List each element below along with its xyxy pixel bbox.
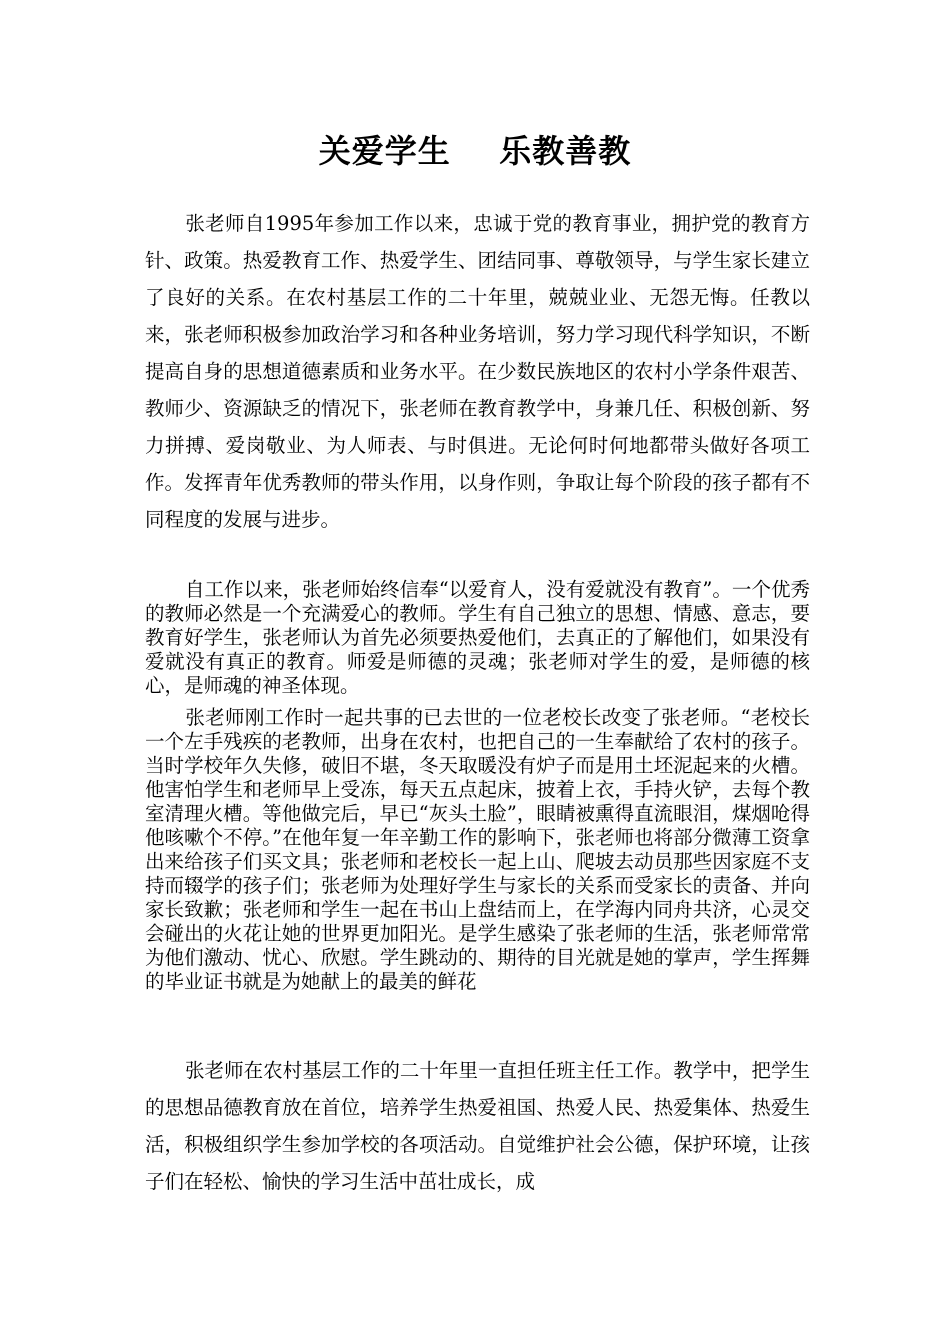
paragraph-2 <box>145 578 810 698</box>
paragraph-1-text: 张老师自1995年参加工作以来，忠诚于党的教育事业，拥护党的教育方针、政策。热爱教育工作、热爱学生、团结同事、尊敬领导，与学生家长建立了良好的关系。在农村基层工作的二十年里，兢兢业业、无怨无悔。任教以来，张老师积极参加政治学习和各种业务培训，努力学习现代科学知识，不断提高自身的思想道德素质和业务水平。在少数民族地区的农村小学条件艰苦、教师少、资源缺乏的情况下，张老师在教育教学中，身兼几任、积极创新、努力拼搏、爱岗敬业、为人师表、与时俱进。无论何时何地都带头做好各项工作。发挥青年优秀教师的带头作用，以身作则，争取让每个阶段的孩子都有不同程度的发展与进步。 <box>145 212 810 531</box>
paragraph-3 <box>145 706 810 994</box>
paragraph-4-text: 张老师在农村基层工作的二十年里一直担任班主任工作。教学中，把学生的思想品德教育放在首位，培养学生热爱祖国、热爱人民、热爱集体、热爱生活，积极组织学生参加学校的各项活动。自觉维护社会公德，保护环境，让孩子们在轻松、愉快的学习生活中茁壮成长，成 <box>145 1059 810 1193</box>
paragraph-3-text: 张老师刚工作时一起共事的已去世的一位老校长改变了张老师。“老校长一个左手残疾的老教师，出身在农村，也把自己的一生奉献给了农村的孩子。当时学校年久失修，破旧不堪，冬天取暖没有炉子而是用土坯泥起来的火槽。他害怕学生和老师早上受冻，每天五点起床，披着上衣，手持火铲，去每个教室清理火槽。等他做完后，早已“灰头土脸”，眼睛被熏得直流眼泪，煤烟呛得他咳嗽个不停。”在他年复一年辛勤工作的影响下，张老师也将部分微薄工资拿出来给孩子们买文具；张老师和老校长一起上山、爬坡去动员那些因家庭不支持而辍学的孩子们；张老师为处理好学生与家长的关系而受家长的责备、并向家长致歉；张老师和学生一起在书山上盘结而上，在学海内同舟共济，心灵交会碰出的火花让她的世界更加阳光。是学生感染了张老师的生活，张老师常常为他们激动、忧心、欣慰。学生跳动的、期待的目光就是她的掌声，学生挥舞的毕业证书就是为她献上的最美的鲜花 <box>145 706 810 993</box>
paragraph-1 <box>145 205 810 538</box>
paragraph-4 <box>145 1052 810 1200</box>
paragraph-2-text: 自工作以来，张老师始终信奉“以爱育人，没有爱就没有教育”。一个优秀的教师必然是一个充满爱心的教师。学生有自己独立的思想、情感、意志，要教育好学生，张老师认为首先必须要热爱他们，去真正的了解他们，如果没有爱就没有真正的教育。师爱是师德的灵魂；张老师对学生的爱，是师德的核心，是师魂的神圣体现。 <box>145 578 810 697</box>
document-title: 关爱学生 乐教善教 <box>318 132 632 170</box>
